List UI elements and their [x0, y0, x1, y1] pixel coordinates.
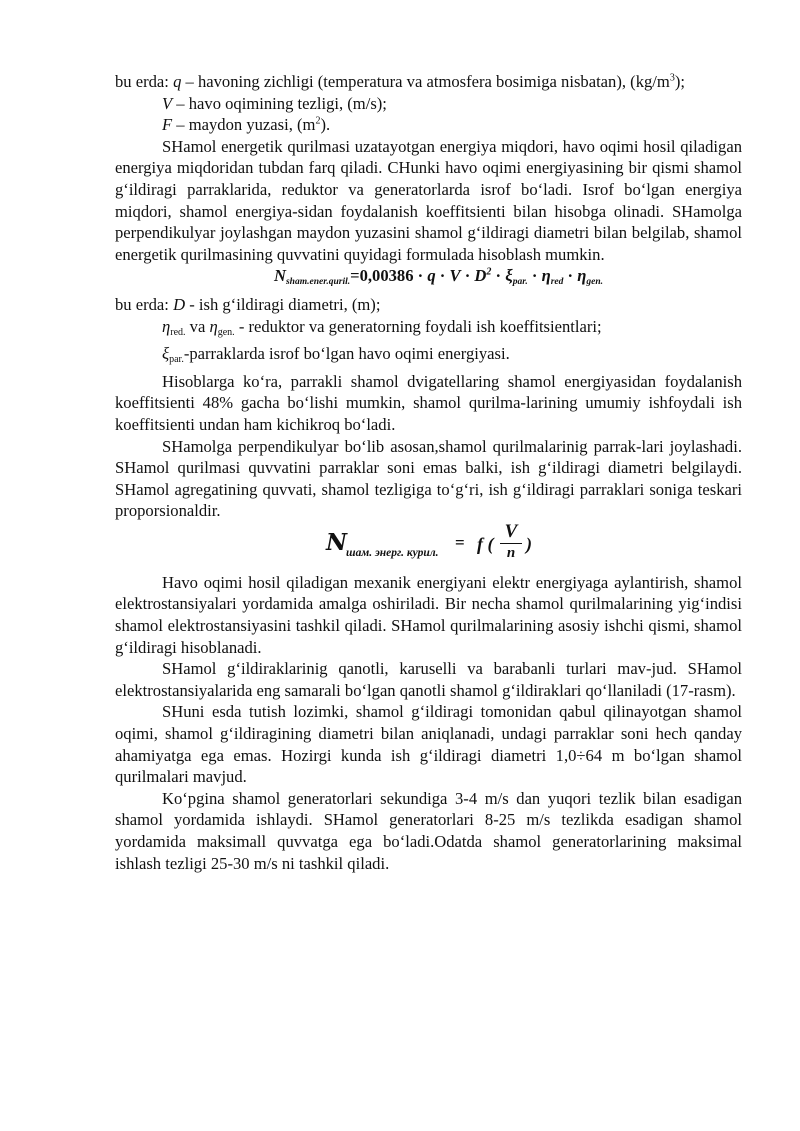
variable-d: D [173, 294, 186, 314]
formula-operator: · [563, 266, 578, 286]
variable-eta: η [162, 316, 171, 336]
formula-symbol: ξ [505, 266, 513, 286]
formula-bracket: ) [526, 533, 532, 554]
formula-power [115, 265, 742, 294]
formula-operator: · [435, 266, 450, 286]
formula-subscript: шам. энерг. курил. [346, 546, 439, 559]
paragraph: SHamolga perpendikulyar bo‘lib asosan,shamol qurilmalarinig parrak-lari joylashadi. SHamol qurilmasi quvvatini parraklar soni emas balki, ish g‘ildiragi diametri belgilaydi. SHamol agregatining quvvati, shamol tezligiga to‘g‘ri, ish g‘ildiragi parraklari soniga teskari proporsionaldir. [115, 436, 742, 521]
subscript: par. [169, 354, 184, 366]
document-body [115, 71, 742, 874]
fraction-numerator: V [504, 520, 518, 542]
paragraph: Hisoblarga ko‘ra, parrakli shamol dvigatellaring shamol energiyasidan foydalanish koeffitsienti 48% gacha bo‘lishi mumkin, shamol qurilma-larining umumiy ishfoydali ish koeffitsienti undan ham kichikroq bo‘ladi. [115, 371, 742, 434]
paragraph-v-definition [115, 93, 742, 115]
paragraph-f-definition [115, 114, 742, 136]
formula-symbol: η [541, 266, 551, 286]
formula-proportionality [115, 520, 742, 566]
formula-symbol: V [449, 266, 461, 286]
paragraph-xi-definition [115, 343, 742, 371]
paragraph: Havo oqimi hosil qiladigan mexanik energiyani elektr energiyaga aylantirish, shamol elektrostansiyalari yordamida amalga oshiriladi. Bir necha shamol qurilmalarining yig‘indisi shamol elektrostansiyasini tashkil qiladi. SHamol qurilmalarining asosiy ishchi qismi, shamol g‘ildiragi hisoblanadi. [115, 572, 742, 657]
variable-f: F [162, 115, 173, 135]
text-run: – havoning zichligi (temperatura va atmosfera bosimiga nisbatan), (kg/m [181, 72, 670, 91]
superscript: 2 [315, 115, 321, 127]
subscript: red. [170, 326, 186, 338]
text-run: ). [320, 115, 331, 135]
fraction-denominator: n [506, 544, 516, 561]
formula-symbol: η [577, 266, 587, 286]
paragraph-d-definition [115, 294, 742, 316]
variable-v: V [162, 93, 173, 113]
formula-function: f ( [477, 533, 494, 554]
paragraph: Ko‘pgina shamol generatorlari sekundiga 3-4 m/s dan yuqori tezlik bilan esadigan shamol yordamida ishlaydi. SHamol generatorlari 8-25 m/s tezlikda esadigan shamol yordamida maksimall quvvatga ega bo‘ladi.Odatda shamol generatorlarining maksimal ishlash tezligi 25-30 m/s ni tashkil qiladi. [115, 788, 742, 873]
formula-subscript: gen. [586, 277, 603, 288]
paragraph: SHamol g‘ildiraklarinig qanotli, karuselli va barabanli turlari mav-jud. SHamol elektrostansiyalarida eng samarali bo‘lgan qanotli shamol g‘ildiraklari qo‘llaniladi (17-rasm). [115, 659, 742, 700]
formula-operator: = [455, 532, 465, 552]
text-run: - ish g‘ildiragi diametri, (m); [185, 294, 381, 314]
text-run: va [185, 316, 210, 336]
variable-eta: η [209, 316, 218, 336]
paragraph-eta-definition [115, 316, 742, 344]
fraction-bar [500, 543, 522, 544]
formula-operator: · [460, 266, 475, 286]
formula-subscript: par. [512, 277, 528, 288]
text-run: - reduktor va generatorning foydali ish koeffitsientlari; [234, 316, 602, 336]
formula-symbol: N [274, 266, 286, 286]
superscript: 3 [669, 72, 675, 84]
formula-superscript: 2 [486, 266, 492, 278]
formula-subscript: sham.ener.quril. [285, 277, 351, 288]
variable-xi: ξ [162, 344, 170, 364]
paragraph-q-definition [115, 71, 742, 93]
subscript: gen. [217, 326, 235, 338]
text-run: ); [674, 72, 685, 91]
variable-q: q [173, 72, 182, 91]
formula-symbol: D [474, 266, 487, 286]
formula-subscript: red [550, 277, 564, 288]
formula-coefficient: =0,00386 · [350, 266, 428, 286]
text-run: – maydon yuzasi, (m [172, 115, 316, 135]
formula-fraction [500, 522, 522, 561]
paragraph: SHuni esda tutish lozimki, shamol g‘ildiragi tomonidan qabul qilinayotgan shamol oqimi, shamol g‘ildiragining diametri bilan aniqlanadi, undagi parraklar soni hech qanday ahamiyatga ega emas. Hozirgi kunda ish g‘ildiragi diametri 1,0÷64 m bo‘lgan shamol qurilmalari mavjud. [115, 702, 742, 787]
text-run: bu erda: [115, 72, 174, 91]
formula-operator: · [527, 266, 542, 286]
formula-symbol: q [427, 266, 436, 286]
paragraph: SHamol energetik qurilmasi uzatayotgan energiya miqdori, havo oqimi hosil qiladigan energiya miqdoridan tubdan farq qiladi. CHunki havo oqimi energiyasining bir qismi shamol g‘ildiragi parraklarida, reduktor va generatorlarda isrof bo‘ladi. Isrof bo‘lgan energiya miqdori, shamol energiya-sidan foydalanish koeffitsienti bilan hisobga olinadi. SHamolga perpendikulyar joylashgan maydon yuzasini shamol g‘ildiragi diametri bilan belgilab, shamol energetik qurilmasining quvvatini quyidagi formulada hisoblash mumkin. [115, 136, 742, 264]
text-run: – havo oqimining tezligi, (m/s); [172, 93, 387, 113]
text-run: -parraklarda isrof bo‘lgan havo oqimi energiyasi. [183, 344, 510, 364]
text-run: bu erda: [115, 294, 174, 314]
formula-symbol: N [326, 528, 348, 556]
formula-operator: · [491, 266, 506, 286]
